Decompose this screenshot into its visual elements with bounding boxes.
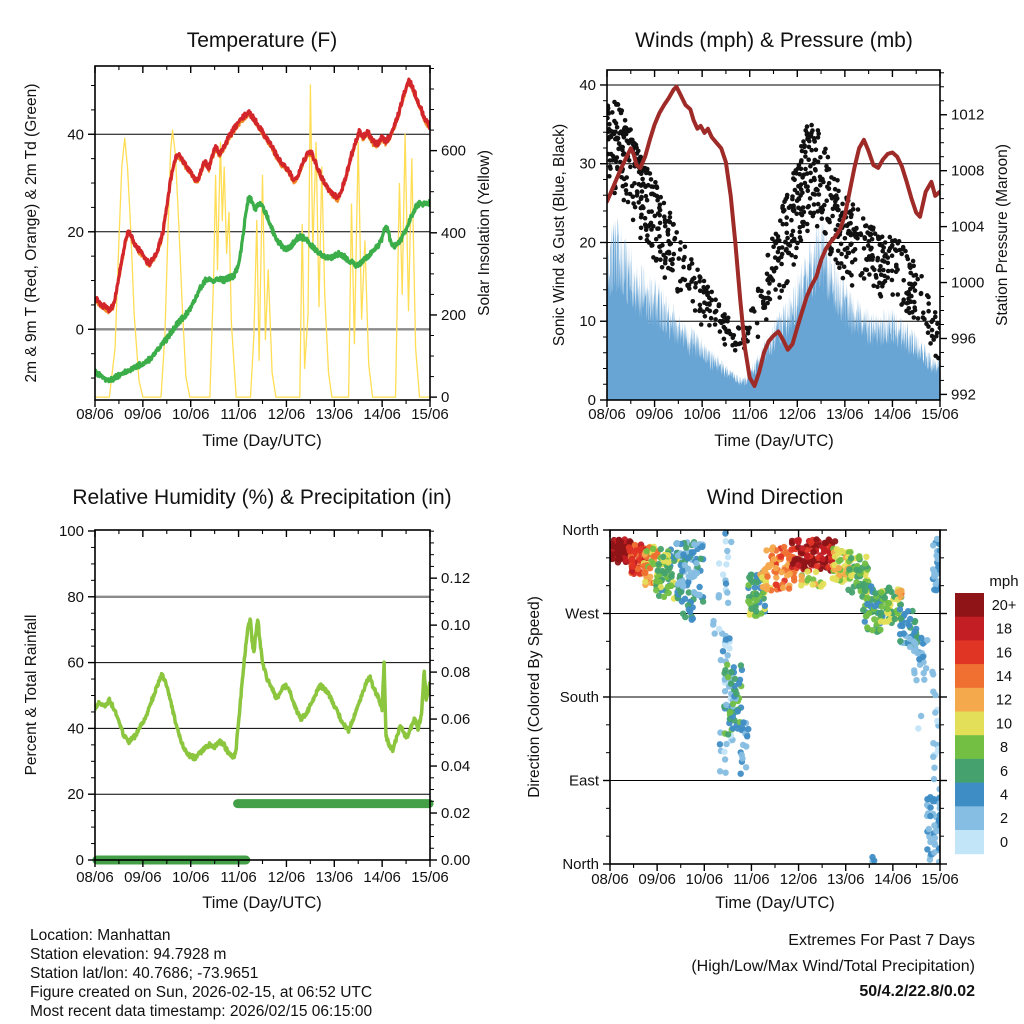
- y-tick-label: 0.08: [441, 664, 471, 682]
- wind-data-layer: [605, 87, 942, 400]
- y-tick-label: 0.10: [441, 617, 471, 635]
- x-tick-label: 11/06: [220, 869, 257, 886]
- y-tick-label: North: [562, 856, 599, 873]
- humidity-plot-layer: [59, 523, 470, 886]
- colorbar-swatch: [955, 759, 984, 783]
- temperature-plot-layer: [67, 66, 466, 423]
- x-tick-label: 14/06: [873, 406, 912, 423]
- x-tick-label: 09/06: [124, 869, 162, 886]
- x-tick-label: 15/06: [411, 869, 449, 886]
- plot-frame: [95, 530, 430, 860]
- figure-created-timestamp: Figure created on Sun, 2026-02-15, at 06:52 UTC: [30, 984, 373, 1001]
- colorbar-label: 2: [999, 811, 1009, 828]
- y-tick-label: 0.06: [441, 711, 471, 729]
- y-tick-label: 1008: [951, 162, 985, 180]
- wind-direction-xlabel: Time (Day/UTC): [715, 894, 835, 912]
- y-tick-label: 20: [67, 223, 84, 241]
- rh-data-layer: [95, 619, 430, 760]
- x-tick-label: 09/06: [635, 406, 674, 423]
- y-tick-label: 1000: [951, 274, 985, 292]
- y-tick-label: 100: [58, 522, 84, 540]
- colorbar-swatch: [955, 593, 984, 617]
- y-tick-label: 1004: [951, 218, 985, 236]
- x-tick-label: 08/06: [76, 406, 114, 423]
- x-tick-label: 14/06: [363, 406, 401, 423]
- x-tick-label: 10/06: [171, 406, 210, 423]
- temperature-ylabel-left: 2m & 9m T (Red, Orange) & 2m Td (Green): [23, 83, 40, 383]
- x-tick-label: 11/06: [731, 406, 768, 423]
- temperature-xlabel: Time (Day/UTC): [202, 432, 322, 450]
- colorbar-swatch: [955, 806, 984, 830]
- winds-plot-layer: [579, 70, 984, 423]
- y-tick-label: 20: [579, 234, 596, 252]
- x-tick-label: 14/06: [363, 869, 401, 886]
- y-tick-label: 992: [951, 386, 977, 404]
- x-tick-label: 15/06: [921, 406, 959, 423]
- plot-frame: [95, 66, 430, 400]
- temperature-ylabel-right: Solar Insolation (Yellow): [476, 150, 493, 316]
- temperature-title: Temperature (F): [186, 29, 338, 52]
- x-tick-label: 10/06: [683, 406, 721, 423]
- temperature-panel: [23, 29, 493, 450]
- colorbar-swatch: [955, 688, 984, 712]
- y-tick-label: 996: [951, 330, 977, 348]
- colorbar-label: 20+: [991, 597, 1017, 614]
- colorbar-label: 8: [999, 740, 1009, 757]
- extremes-block: [691, 932, 975, 1000]
- winds-pressure-panel: [551, 29, 1011, 450]
- colorbar-label: 12: [995, 692, 1013, 709]
- wind-direction-ylabel: Direction (Colored By Speed): [526, 596, 543, 798]
- colorbar-swatch: [955, 664, 984, 688]
- x-tick-label: 15/06: [921, 871, 959, 888]
- extremes-values: 50/4.2/22.8/0.02: [859, 983, 975, 1000]
- x-tick-label: 13/06: [826, 406, 864, 423]
- y-tick-label: North: [562, 522, 599, 539]
- y-tick-label: 80: [67, 588, 84, 606]
- colorbar-label: 10: [995, 716, 1013, 733]
- x-tick-label: 11/06: [733, 871, 770, 888]
- y-tick-label: 0: [75, 852, 84, 869]
- temp-data-layer: [95, 79, 430, 397]
- station-location: Location: Manhattan: [30, 927, 171, 944]
- y-tick-label: 600: [441, 142, 467, 160]
- humidity-precip-panel: [23, 486, 470, 912]
- y-tick-label: 0.12: [441, 570, 471, 588]
- y-tick-label: 30: [579, 155, 596, 173]
- x-tick-label: 09/06: [638, 871, 676, 888]
- y-tick-label: 40: [67, 126, 84, 144]
- colorbar-label: 6: [999, 763, 1009, 780]
- y-tick-label: West: [565, 605, 599, 623]
- humidity-xlabel: Time (Day/UTC): [202, 894, 322, 912]
- colorbar-label: 14: [995, 669, 1013, 685]
- humidity-line: [95, 619, 430, 760]
- colorbar-swatch: [955, 830, 984, 854]
- colorbar-label: 0: [999, 834, 1009, 851]
- y-tick-label: 200: [441, 306, 467, 324]
- station-elevation: Station elevation: 94.7928 m: [30, 946, 227, 963]
- y-tick-label: 0: [75, 321, 84, 339]
- y-tick-label: 20: [67, 786, 84, 804]
- winds-ylabel-left: Sonic Wind & Gust (Blue, Black): [551, 123, 568, 347]
- recent-data-timestamp: Most recent data timestamp: 2026/02/15 06:15:00: [30, 1003, 373, 1020]
- y-tick-label: 60: [67, 654, 84, 672]
- colorbar-label: 18: [995, 621, 1013, 638]
- extremes-subheading: (High/Low/Max Wind/Total Precipitation): [691, 958, 975, 975]
- series-2m-td-green-: [95, 196, 430, 381]
- x-tick-label: 12/06: [267, 869, 306, 886]
- x-tick-label: 08/06: [76, 869, 114, 886]
- y-tick-label: South: [559, 689, 599, 706]
- x-tick-label: 12/06: [779, 871, 818, 888]
- y-tick-label: 0.02: [441, 805, 471, 823]
- x-tick-label: 12/06: [778, 406, 817, 423]
- y-tick-label: 400: [441, 224, 467, 242]
- y-tick-label: 1012: [951, 106, 985, 124]
- colorbar-label: 16: [995, 645, 1013, 662]
- humidity-ylabel-left: Percent & Total Rainfall: [23, 614, 40, 776]
- x-tick-label: 09/06: [124, 406, 162, 423]
- colorbar-swatch: [955, 640, 984, 664]
- colorbar-swatch: [955, 735, 984, 759]
- x-tick-label: 08/06: [588, 406, 626, 423]
- y-tick-label: 10: [579, 313, 596, 331]
- y-tick-label: East: [568, 772, 599, 790]
- wind-direction-title: Wind Direction: [706, 486, 844, 509]
- y-tick-label: 0: [441, 389, 450, 407]
- x-tick-label: 13/06: [315, 406, 354, 423]
- x-tick-label: 10/06: [685, 871, 724, 888]
- colorbar-swatch: [955, 617, 984, 641]
- y-tick-label: 0.00: [441, 852, 471, 869]
- colorbar-swatch: [955, 783, 984, 807]
- colorbar-title: mph: [989, 573, 1019, 590]
- extremes-heading: Extremes For Past 7 Days: [788, 932, 975, 949]
- x-tick-label: 13/06: [315, 869, 354, 886]
- y-tick-label: 40: [579, 76, 596, 94]
- wind-direction-panel: [526, 486, 1019, 912]
- y-tick-label: 0.04: [441, 758, 471, 776]
- winds-title: Winds (mph) & Pressure (mb): [635, 29, 913, 52]
- x-tick-label: 10/06: [171, 869, 210, 886]
- winds-xlabel: Time (Day/UTC): [714, 432, 834, 450]
- wind-direction-plot-layer: [560, 522, 959, 888]
- x-tick-label: 12/06: [267, 406, 306, 423]
- x-tick-label: 13/06: [826, 871, 865, 888]
- winds-ylabel-right: Station Pressure (Maroon): [994, 144, 1011, 326]
- humidity-title: Relative Humidity (%) & Precipitation (in): [72, 486, 452, 509]
- x-tick-label: 15/06: [411, 406, 449, 423]
- colorbar-swatch: [955, 712, 984, 736]
- colorbar-label: 4: [999, 787, 1009, 804]
- y-tick-label: 40: [67, 720, 84, 738]
- x-tick-label: 11/06: [220, 406, 257, 423]
- y-tick-label: 0: [587, 392, 596, 409]
- speed-colorbar: [955, 593, 1016, 854]
- station-info-block: [30, 927, 372, 1020]
- dir-data-layer: [607, 530, 943, 865]
- x-tick-label: 08/06: [591, 871, 629, 888]
- x-tick-label: 14/06: [874, 871, 912, 888]
- station-latlon: Station lat/lon: 40.7686; -73.9651: [30, 965, 259, 982]
